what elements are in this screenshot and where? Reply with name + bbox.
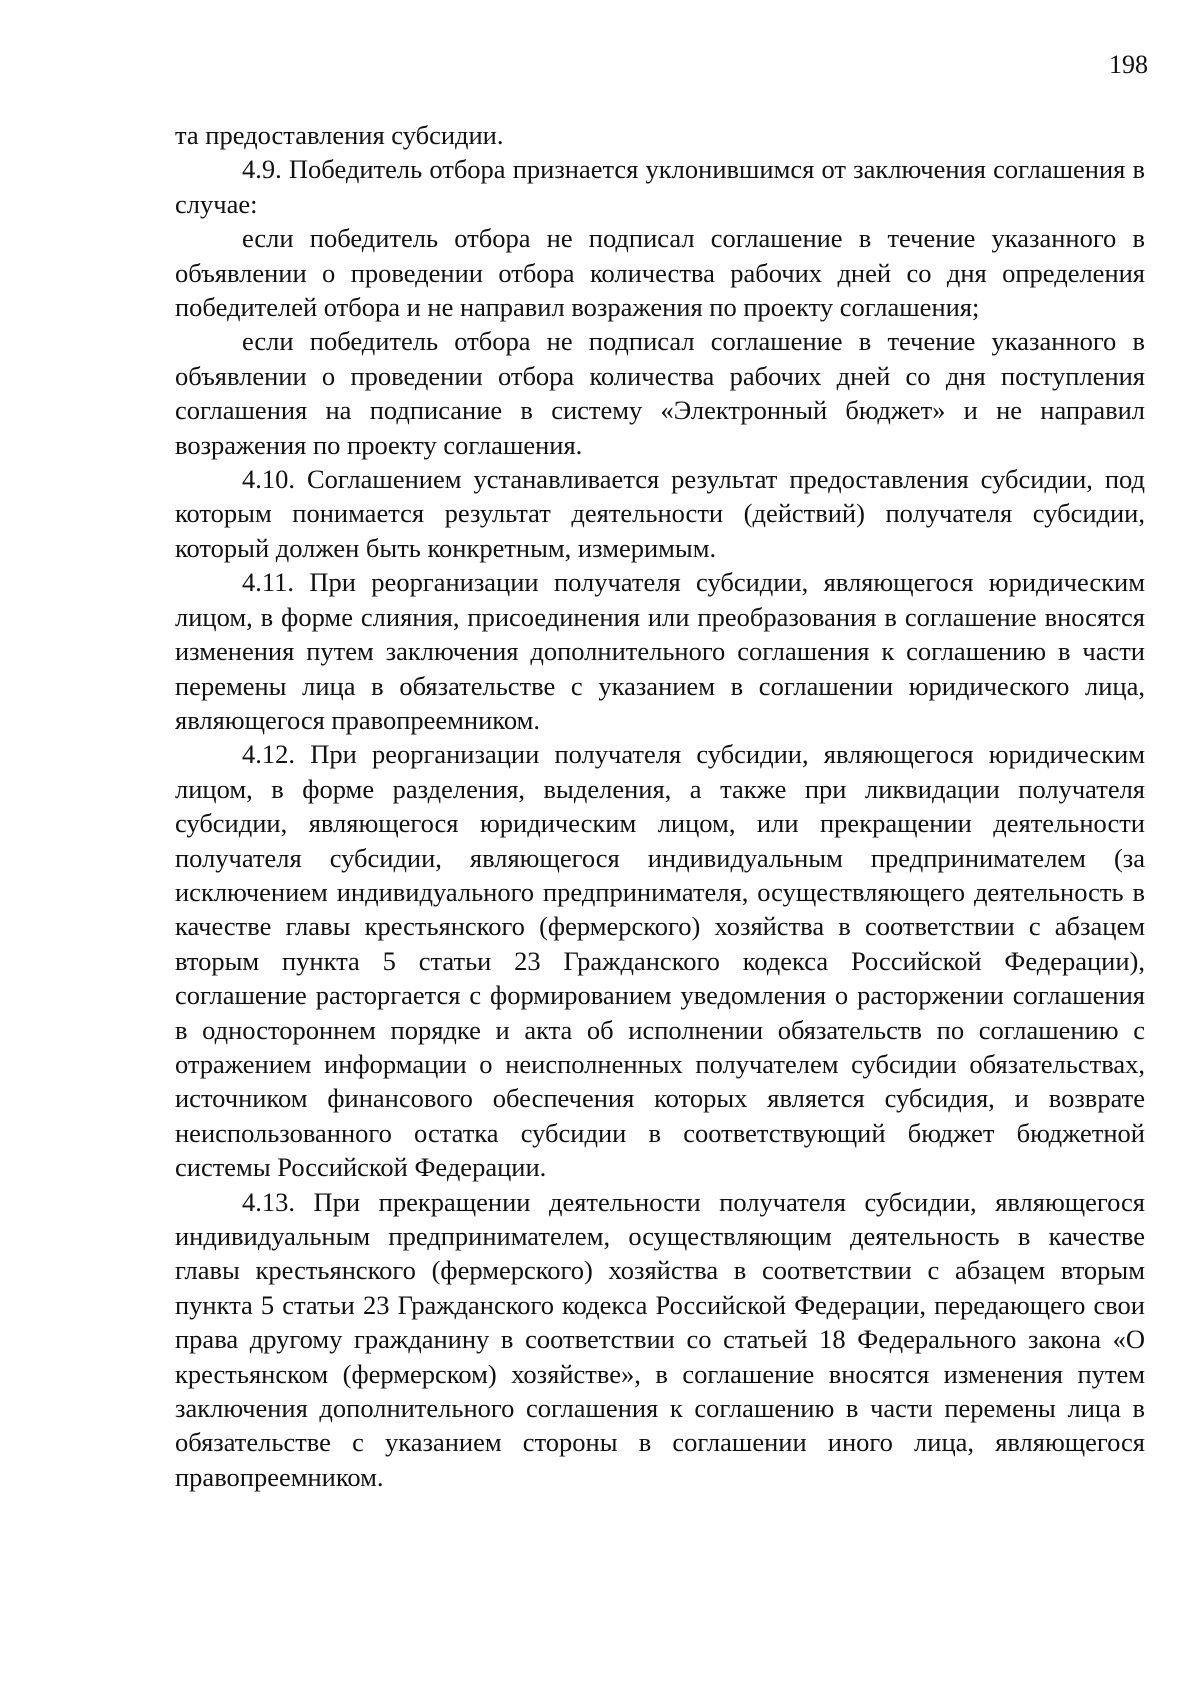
paragraph-4-9-case-2: если победитель отбора не подписал соглашение в течение указанного в объявлении о проведении отбора количества рабочих дней со дня поступления соглашения на подписание в систему «Электронный бюджет» и не направил возражения по проекту соглашения. bbox=[175, 326, 1145, 460]
paragraph-4-10: 4.10. Соглашением устанавливается результат предоставления субсидии, под которым понимается результат деятельности (действий) получателя субсидии, который должен быть конкретным, измеримым. bbox=[175, 464, 1145, 563]
page-number: 198 bbox=[1109, 50, 1148, 79]
paragraph-4-12: 4.12. При реорганизации получателя субсидии, являющегося юридическим лицом, в форме разделения, выделения, а также при ликвидации получателя субсидии, являющегося юридическим лицом, или прекращении деятельности получателя субсидии, являющегося индивидуальным предпринимателем (за исключением индивидуального предпринимателя, осуществляющего деятельность в качестве главы крестьянского (фермерского) хозяйства в соответствии с абзацем вторым пункта 5 статьи 23 Гражданского кодекса Российской Федерации), соглашение расторгается с формированием уведомления о расторжении соглашения в одностороннем порядке и акта об исполнении обязательств по соглашению с отражением информации о неисполненных получателем субсидии обязательствах, источником финансового обеспечения которых является субсидия, и возврате неиспользованного остатка субсидии в соответствующий бюджет бюджетной системы Российской Федерации. bbox=[175, 739, 1145, 1183]
paragraph-4-11: 4.11. При реорганизации получателя субсидии, являющегося юридическим лицом, в форме слияния, присоединения или преобразования в соглашение вносятся изменения путем заключения дополнительного соглашения к соглашению в части перемены лица в обязательстве с указанием в соглашении юридического лица, являющегося правопреемником. bbox=[175, 567, 1145, 735]
paragraph-4-9: 4.9. Победитель отбора признается уклонившимся от заключения соглашения в случае: bbox=[175, 154, 1145, 219]
paragraph-4-9-case-1: если победитель отбора не подписал соглашение в течение указанного в объявлении о проведении отбора количества рабочих дней со дня определения победителей отбора и не направил возражения по проекту соглашения; bbox=[175, 223, 1145, 323]
paragraph-continuation: та предоставления субсидии. bbox=[175, 120, 504, 150]
document-body bbox=[175, 118, 1145, 1494]
paragraph-4-13: 4.13. При прекращении деятельности получателя субсидии, являющегося индивидуальным предпринимателем, осуществляющим деятельность в качестве главы крестьянского (фермерского) хозяйства в соответствии с абзацем вторым пункта 5 статьи 23 Гражданского кодекса Российской Федерации, передающего свои права другому гражданину в соответствии со статьей 18 Федерального закона «О крестьянском (фермерском) хозяйстве», в соглашение вносятся изменения путем заключения дополнительного соглашения к соглашению в части перемены лица в обязательстве с указанием стороны в соглашении иного лица, являющегося правопреемником. bbox=[175, 1186, 1145, 1492]
